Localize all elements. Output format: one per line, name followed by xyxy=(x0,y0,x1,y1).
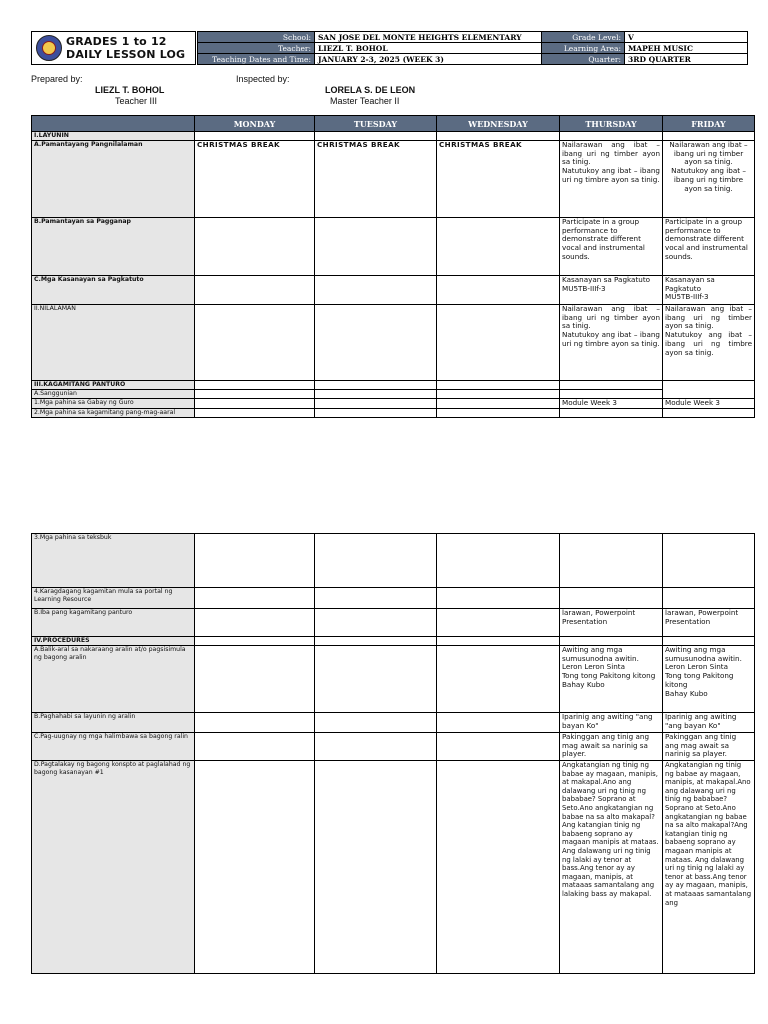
break-wednesday: CHRISTMAS BREAK xyxy=(437,141,560,218)
teacher-value: LIEZL T. BOHOL xyxy=(315,43,542,54)
inspected-name: LORELA S. DE LEON xyxy=(325,85,416,95)
day-monday: MONDAY xyxy=(195,116,315,132)
grade-value: V xyxy=(625,32,748,43)
row-label-talakay: D.Pagtalakay ng bagong konspto at paglalahad ng bagong kasanayan #1 xyxy=(32,761,195,974)
prepared-label: Prepared by: xyxy=(31,74,83,84)
row-label-teksbuk: 3.Mga pahina sa teksbuk xyxy=(32,534,195,588)
school-label: School: xyxy=(198,32,315,43)
dates-label: Teaching Dates and Time: xyxy=(198,54,315,65)
school-value: SAN JOSE DEL MONTE HEIGHTS ELEMENTARY xyxy=(315,32,542,43)
title-block xyxy=(31,31,196,65)
row-label-b: B.Pamantayan sa Pagganap xyxy=(32,218,195,276)
b-friday: Participate in a group performance to demonstrate different vocal and instrumental sounds. xyxy=(663,218,755,276)
row-label-pag-uugnay: C.Pag-uugnay ng mga halimbawa sa bagong ralin xyxy=(32,733,195,761)
pag-thursday: Pakinggan ang tinig ang mag await sa narinig sa player. xyxy=(560,733,663,761)
quarter-value: 3RD QUARTER xyxy=(625,54,748,65)
talakay-friday: Angkatangian ng tinig ng babae ay magaan, manipis, at makapal.Ano ang dalawang uri ng tinig ng bababae? Soprano at Seto.Ano angkatangian ng babae na sa alto makapal?Ang katangian tinig ng babaeng soprano ay magaan manipis at mataas. Ang dalawang uri ng tinig ng lalaki ay tenor at bass.Ang tenor ay ay magaan, manipis, at mataaas samantalang ang xyxy=(663,761,755,974)
corner-header xyxy=(32,116,195,132)
row-label-paghahabi: B.Paghahabi sa layunin ng aralin xyxy=(32,713,195,733)
a-friday: Nailarawan ang ibat – ibang uri ng timber ayon sa tinig. Natutukoy ang ibat – ibang uri ng timbre ayon sa tinig. xyxy=(663,141,755,218)
c-thursday: Kasanayan sa Pagkatuto MU5TB-IIIf-3 xyxy=(560,276,663,305)
quarter-label: Quarter: xyxy=(542,54,625,65)
row-label-portal: 4.Karagdagang kagamitan mula sa portal ng Learning Resource xyxy=(32,588,195,609)
iba-thursday: larawan, Powerpoint Presentation xyxy=(560,609,663,637)
row-label-balik: A.Balik-aral sa nakaraang aralin at/o pagsisimula ng bagong aralin xyxy=(32,646,195,713)
c-friday: Kasanayan sa Pagkatuto MU5TB-IIIf-3 xyxy=(663,276,755,305)
row-label-guro: 1.Mga pahina sa Gabay ng Guro xyxy=(32,399,195,409)
lesson-table-page-2 xyxy=(31,533,755,974)
inspected-label: Inspected by: xyxy=(236,74,290,84)
deped-seal-icon xyxy=(36,35,62,61)
row-label-c: C.Mga Kasanayan sa Pagkatuto xyxy=(32,276,195,305)
talakay-thursday: Angkatangian ng tinig ng babae ay magaan, manipis, at makapal.Ano ang dalawang uri ng tinig ng bababae? Soprano at Seto.Ano angkatangian ng babae na sa alto makapal?Ang katangian tinig ng babaeng soprano ay magaan manipis at mataas. Ang dalawang uri ng tinig ng lalaki ay tenor at bass.Ang tenor ay ay magaan, manipis, at mataaas samantalang ang lalaking bass ay makapal. xyxy=(560,761,663,974)
break-tuesday: CHRISTMAS BREAK xyxy=(315,141,437,218)
paghahabi-friday: Iparinig ang awiting "ang bayan Ko" xyxy=(663,713,755,733)
row-label-sanggunian: A.Sanggunian xyxy=(32,390,195,399)
nil-thursday: Nailarawan ang ibat – ibang uri ng timber ayon sa tinig. Natutukoy ang ibat – ibang uri ng timbre ayon sa tinig. xyxy=(560,305,663,381)
day-tuesday: TUESDAY xyxy=(315,116,437,132)
row-label-nilalaman: II.NILALAMAN xyxy=(32,305,195,381)
iba-friday: larawan, Powerpoint Presentation xyxy=(663,609,755,637)
break-monday: CHRISTMAS BREAK xyxy=(195,141,315,218)
a-thursday: Nailarawan ang ibat – ibang uri ng timber ayon sa tinig. Natutukoy ang ibat – ibang uri ng timbre ayon sa tinig. xyxy=(560,141,663,218)
b-thursday: Participate in a group performance to demonstrate different vocal and instrumental sounds. xyxy=(560,218,663,276)
balik-friday: Awiting ang mga sumusunodna awitin. Leron Leron Sinta Tong tong Pakitong kitong Bahay Kubo xyxy=(663,646,755,713)
pag-friday: Pakinggan ang tinig ang mag await sa narinig sa player. xyxy=(663,733,755,761)
row-label-iba: B.Iba pang kagamitang panturo xyxy=(32,609,195,637)
area-label: Learning Area: xyxy=(542,43,625,54)
inspected-title: Master Teacher II xyxy=(330,96,400,106)
grade-label: Grade Level: xyxy=(542,32,625,43)
row-label-mag-aaral: 2.Mga pahina sa kagamitang pang-mag-aaral xyxy=(32,409,195,418)
paghahabi-thursday: Iparinig ang awiting "ang bayan Ko" xyxy=(560,713,663,733)
header-info-table xyxy=(197,31,748,65)
row-label-a: A.Pamantayang Pangnilalaman xyxy=(32,141,195,218)
section-procedures: IV.PROCEDURES xyxy=(32,637,195,646)
section-kagamitan: III.KAGAMITANG PANTURO xyxy=(32,381,195,390)
area-value: MAPEH MUSIC xyxy=(625,43,748,54)
title-line-1: GRADES 1 to 12 xyxy=(66,35,167,48)
section-layunin: I.LAYUNIN xyxy=(32,132,195,141)
lesson-table-page-1 xyxy=(31,115,755,418)
day-thursday: THURSDAY xyxy=(560,116,663,132)
guro-thursday: Module Week 3 xyxy=(560,399,663,409)
dates-value: JANUARY 2-3, 2025 (WEEK 3) xyxy=(315,54,542,65)
day-friday: FRIDAY xyxy=(663,116,755,132)
prepared-name: LIEZL T. BOHOL xyxy=(95,85,165,95)
guro-friday: Module Week 3 xyxy=(663,399,755,409)
title-line-2: DAILY LESSON LOG xyxy=(66,48,186,61)
day-wednesday: WEDNESDAY xyxy=(437,116,560,132)
teacher-label: Teacher: xyxy=(198,43,315,54)
prepared-title: Teacher III xyxy=(115,96,158,106)
balik-thursday: Awiting ang mga sumusunodna awitin. Leron Leron Sinta Tong tong Pakitong kitong Bahay Kubo xyxy=(560,646,663,713)
nil-friday: Nailarawan ang ibat – ibang uri ng timber ayon sa tinig. Natutukoy ang ibat – ibang uri ng timbre ayon sa tinig. xyxy=(663,305,755,381)
